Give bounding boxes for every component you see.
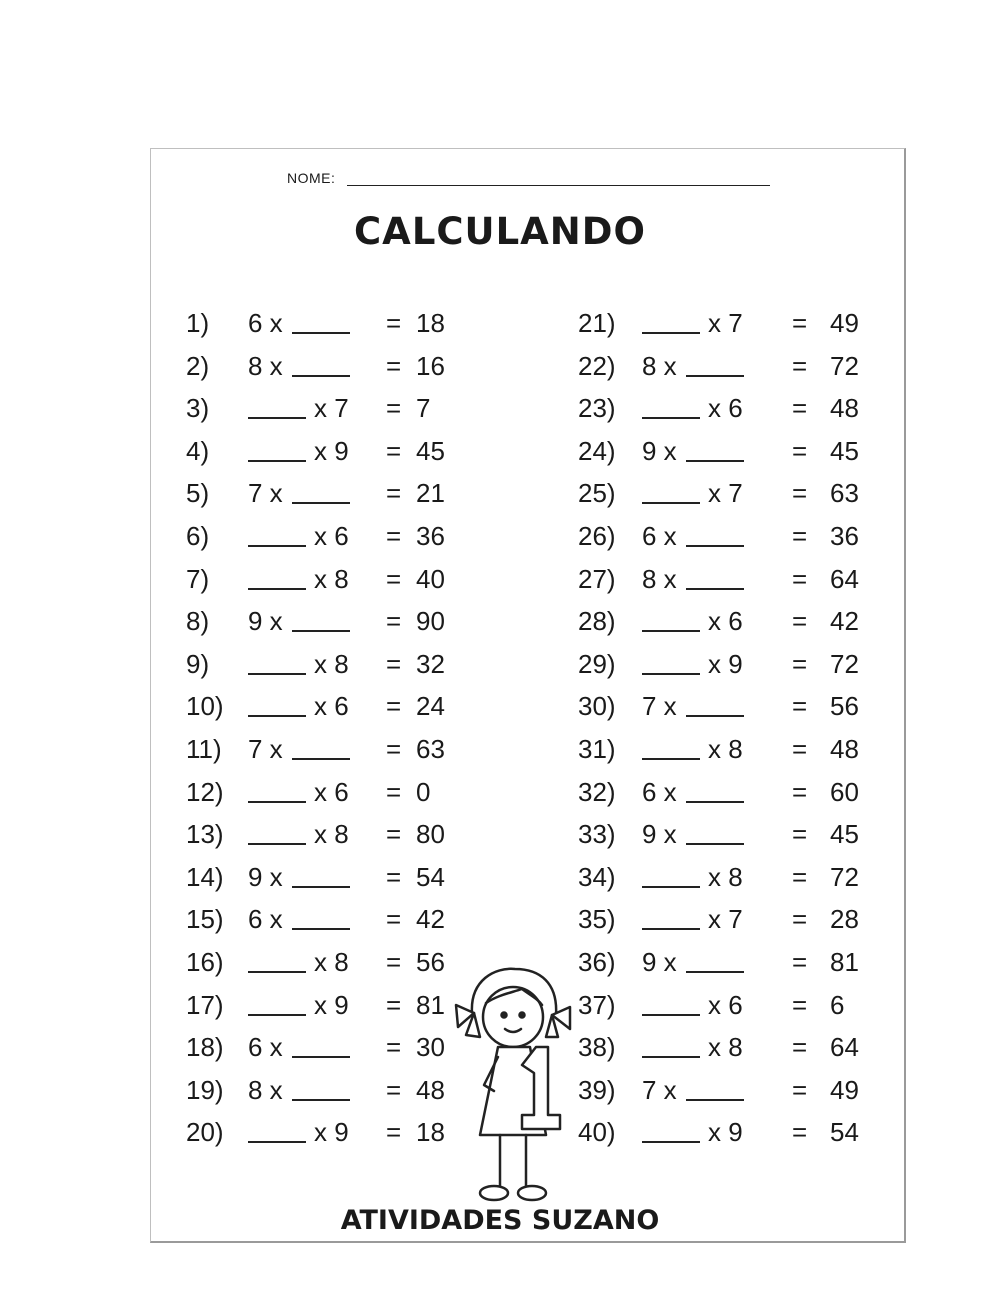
problem-row — [186, 689, 476, 723]
answer-blank[interactable] — [642, 1115, 700, 1143]
known-factor: x 6 — [708, 393, 743, 424]
answer-blank[interactable] — [642, 604, 700, 632]
problem-row — [578, 306, 868, 340]
product-result: 54 — [830, 1117, 859, 1148]
answer-blank[interactable] — [686, 817, 744, 845]
problem-number: 8) — [186, 606, 210, 637]
known-factor: 8 x — [248, 1074, 283, 1105]
answer-blank[interactable] — [292, 1030, 350, 1058]
equals-sign: = — [792, 393, 808, 424]
equals-sign: = — [792, 435, 808, 466]
known-factor: x 7 — [314, 393, 349, 424]
product-result: 18 — [416, 308, 445, 338]
known-factor: 6 x — [248, 1032, 283, 1063]
known-factor: 7 x — [642, 691, 677, 722]
answer-blank[interactable] — [248, 775, 306, 803]
problem-row — [578, 689, 868, 723]
answer-blank[interactable] — [686, 434, 744, 462]
equals-sign: = — [792, 350, 808, 381]
problem-number: 17) — [186, 989, 224, 1020]
product-result: 42 — [416, 904, 445, 935]
product-result: 48 — [830, 734, 859, 764]
problem-number: 1) — [186, 308, 210, 338]
page-title: CALCULANDO — [354, 210, 646, 253]
product-result: 45 — [416, 435, 445, 466]
known-factor: x 9 — [708, 1117, 743, 1148]
problem-row — [578, 945, 868, 979]
answer-blank[interactable] — [292, 306, 350, 334]
product-result: 7 — [416, 393, 431, 424]
product-result: 36 — [830, 521, 859, 551]
answer-blank[interactable] — [292, 604, 350, 632]
answer-blank[interactable] — [292, 902, 350, 930]
known-factor: 9 x — [248, 606, 283, 637]
known-factor: 9 x — [248, 861, 283, 892]
equals-sign: = — [386, 734, 402, 764]
problem-number: 36) — [578, 947, 616, 977]
known-factor: x 6 — [708, 606, 743, 637]
problem-row — [186, 349, 476, 383]
known-factor: 7 x — [642, 1074, 677, 1105]
problem-number: 6) — [186, 521, 210, 551]
problem-row — [578, 860, 868, 894]
product-result: 80 — [416, 819, 445, 850]
problem-number: 33) — [578, 819, 616, 850]
equals-sign: = — [386, 393, 402, 424]
product-result: 63 — [830, 478, 859, 509]
equals-sign: = — [792, 478, 808, 509]
product-result: 24 — [416, 691, 445, 722]
known-factor: 6 x — [248, 904, 283, 935]
product-result: 30 — [416, 1032, 445, 1063]
problem-row — [186, 562, 476, 596]
problem-number: 24) — [578, 435, 616, 466]
answer-blank[interactable] — [642, 988, 700, 1016]
problem-row — [186, 476, 476, 510]
problem-row — [578, 562, 868, 596]
product-result: 40 — [416, 563, 445, 594]
answer-blank[interactable] — [248, 988, 306, 1016]
equals-sign: = — [792, 1032, 808, 1063]
answer-blank[interactable] — [686, 775, 744, 803]
problem-number: 25) — [578, 478, 616, 509]
product-result: 49 — [830, 308, 859, 338]
answer-blank[interactable] — [248, 562, 306, 590]
equals-sign: = — [792, 819, 808, 850]
known-factor: 9 x — [642, 435, 677, 466]
problem-row — [578, 988, 868, 1022]
answer-blank[interactable] — [686, 349, 744, 377]
problem-number: 11) — [186, 734, 222, 764]
problem-row — [186, 604, 476, 638]
product-result: 49 — [830, 1074, 859, 1105]
equals-sign: = — [386, 691, 402, 722]
known-factor: x 7 — [708, 478, 743, 509]
problem-number: 35) — [578, 904, 616, 935]
product-result: 48 — [830, 393, 859, 424]
problem-row — [186, 306, 476, 340]
product-result: 81 — [830, 947, 859, 977]
equals-sign: = — [792, 734, 808, 764]
problem-row — [578, 775, 868, 809]
product-result: 28 — [830, 904, 859, 935]
problem-number: 4) — [186, 435, 210, 466]
problem-number: 3) — [186, 393, 210, 424]
equals-sign: = — [386, 904, 402, 935]
answer-blank[interactable] — [248, 434, 306, 462]
product-result: 16 — [416, 350, 445, 381]
known-factor: 7 x — [248, 478, 283, 509]
product-result: 60 — [830, 776, 859, 807]
problem-row — [186, 647, 476, 681]
product-result: 64 — [830, 1032, 859, 1063]
answer-blank[interactable] — [686, 689, 744, 717]
problem-number: 2) — [186, 350, 210, 381]
answer-blank[interactable] — [292, 349, 350, 377]
problem-number: 7) — [186, 563, 210, 594]
known-factor: x 6 — [314, 776, 349, 807]
product-result: 32 — [416, 648, 445, 679]
equals-sign: = — [386, 478, 402, 509]
answer-blank[interactable] — [642, 1030, 700, 1058]
problem-row — [578, 519, 868, 553]
problem-row — [186, 1073, 476, 1107]
known-factor: x 9 — [314, 435, 349, 466]
equals-sign: = — [386, 350, 402, 381]
problem-number: 39) — [578, 1074, 616, 1105]
known-factor: 9 x — [642, 947, 677, 977]
name-label: NOME: — [287, 170, 336, 186]
problem-row — [578, 902, 868, 936]
known-factor: 6 x — [642, 521, 677, 551]
product-result: 18 — [416, 1117, 445, 1148]
problem-row — [578, 604, 868, 638]
answer-blank[interactable] — [642, 306, 700, 334]
product-result: 6 — [830, 989, 845, 1020]
known-factor: x 9 — [314, 989, 349, 1020]
equals-sign: = — [386, 308, 402, 338]
equals-sign: = — [792, 521, 808, 551]
equals-sign: = — [386, 1117, 402, 1148]
problem-row — [578, 349, 868, 383]
equals-sign: = — [386, 776, 402, 807]
problem-row — [578, 1030, 868, 1064]
equals-sign: = — [386, 1032, 402, 1063]
girl-holding-number-one-illustration — [450, 965, 580, 1215]
equals-sign: = — [386, 1074, 402, 1105]
equals-sign: = — [792, 691, 808, 722]
known-factor: x 7 — [708, 308, 743, 338]
problem-number: 18) — [186, 1032, 224, 1063]
known-factor: x 8 — [708, 734, 743, 764]
problem-number: 31) — [578, 734, 616, 764]
problem-row — [186, 391, 476, 425]
footer-credit: ATIVIDADES SUZANO — [340, 1205, 660, 1236]
equals-sign: = — [386, 819, 402, 850]
known-factor: 8 x — [642, 563, 677, 594]
name-field-line[interactable] — [347, 185, 770, 186]
equals-sign: = — [792, 563, 808, 594]
answer-blank[interactable] — [642, 860, 700, 888]
product-result: 72 — [830, 648, 859, 679]
problem-number: 9) — [186, 648, 210, 679]
problem-number: 20) — [186, 1117, 224, 1148]
known-factor: x 8 — [314, 819, 349, 850]
answer-blank[interactable] — [292, 1073, 350, 1101]
known-factor: 9 x — [642, 819, 677, 850]
answer-blank[interactable] — [642, 732, 700, 760]
equals-sign: = — [792, 904, 808, 935]
product-result: 90 — [416, 606, 445, 637]
answer-blank[interactable] — [642, 902, 700, 930]
known-factor: 8 x — [642, 350, 677, 381]
equals-sign: = — [792, 606, 808, 637]
problem-number: 34) — [578, 861, 616, 892]
equals-sign: = — [386, 648, 402, 679]
problem-number: 16) — [186, 947, 224, 977]
product-result: 45 — [830, 819, 859, 850]
answer-blank[interactable] — [686, 1073, 744, 1101]
problem-number: 5) — [186, 478, 210, 509]
product-result: 56 — [416, 947, 445, 977]
equals-sign: = — [386, 521, 402, 551]
equals-sign: = — [386, 563, 402, 594]
known-factor: x 8 — [314, 648, 349, 679]
known-factor: x 6 — [314, 691, 349, 722]
problem-row — [578, 647, 868, 681]
known-factor: x 8 — [708, 861, 743, 892]
answer-blank[interactable] — [248, 1115, 306, 1143]
problem-number: 21) — [578, 308, 616, 338]
known-factor: 7 x — [248, 734, 283, 764]
known-factor: x 7 — [708, 904, 743, 935]
known-factor: x 6 — [708, 989, 743, 1020]
problem-row — [578, 391, 868, 425]
product-result: 54 — [416, 861, 445, 892]
equals-sign: = — [386, 861, 402, 892]
product-result: 45 — [830, 435, 859, 466]
problem-row — [578, 1115, 868, 1149]
problem-number: 30) — [578, 691, 616, 722]
product-result: 48 — [416, 1074, 445, 1105]
problem-number: 32) — [578, 776, 616, 807]
problem-row — [186, 1030, 476, 1064]
equals-sign: = — [792, 776, 808, 807]
answer-blank[interactable] — [248, 945, 306, 973]
product-result: 72 — [830, 350, 859, 381]
product-result: 64 — [830, 563, 859, 594]
problem-number: 23) — [578, 393, 616, 424]
problem-row — [578, 732, 868, 766]
equals-sign: = — [792, 861, 808, 892]
answer-blank[interactable] — [642, 647, 700, 675]
problem-number: 10) — [186, 691, 224, 722]
problem-number: 29) — [578, 648, 616, 679]
answer-blank[interactable] — [292, 860, 350, 888]
problem-number: 38) — [578, 1032, 616, 1063]
equals-sign: = — [792, 989, 808, 1020]
problem-number: 28) — [578, 606, 616, 637]
problem-row — [186, 902, 476, 936]
answer-blank[interactable] — [248, 689, 306, 717]
problem-row — [578, 434, 868, 468]
known-factor: x 9 — [708, 648, 743, 679]
known-factor: x 6 — [314, 521, 349, 551]
equals-sign: = — [386, 989, 402, 1020]
answer-blank[interactable] — [248, 391, 306, 419]
problem-row — [186, 1115, 476, 1149]
problem-row — [186, 434, 476, 468]
product-result: 81 — [416, 989, 445, 1020]
problem-number: 19) — [186, 1074, 224, 1105]
known-factor: 6 x — [642, 776, 677, 807]
problem-row — [186, 988, 476, 1022]
problem-row — [578, 817, 868, 851]
problem-row — [186, 860, 476, 894]
answer-blank[interactable] — [292, 732, 350, 760]
equals-sign: = — [386, 606, 402, 637]
answer-blank[interactable] — [248, 817, 306, 845]
problem-number: 40) — [578, 1117, 616, 1148]
problem-number: 26) — [578, 521, 616, 551]
equals-sign: = — [792, 947, 808, 977]
equals-sign: = — [386, 435, 402, 466]
answer-blank[interactable] — [642, 476, 700, 504]
known-factor: 8 x — [248, 350, 283, 381]
product-result: 0 — [416, 776, 431, 807]
problem-number: 12) — [186, 776, 224, 807]
problem-number: 37) — [578, 989, 616, 1020]
answer-blank[interactable] — [642, 391, 700, 419]
product-result: 21 — [416, 478, 445, 509]
answer-blank[interactable] — [686, 519, 744, 547]
problem-number: 13) — [186, 819, 224, 850]
problem-number: 22) — [578, 350, 616, 381]
answer-blank[interactable] — [686, 945, 744, 973]
product-result: 56 — [830, 691, 859, 722]
problem-row — [186, 775, 476, 809]
problem-number: 15) — [186, 904, 224, 935]
product-result: 42 — [830, 606, 859, 637]
problem-row — [186, 519, 476, 553]
equals-sign: = — [386, 947, 402, 977]
equals-sign: = — [792, 308, 808, 338]
problem-number: 27) — [578, 563, 616, 594]
known-factor: x 9 — [314, 1117, 349, 1148]
problem-row — [578, 1073, 868, 1107]
known-factor: 6 x — [248, 308, 283, 338]
answer-blank[interactable] — [292, 476, 350, 504]
product-result: 72 — [830, 861, 859, 892]
answer-blank[interactable] — [686, 562, 744, 590]
product-result: 36 — [416, 521, 445, 551]
answer-blank[interactable] — [248, 647, 306, 675]
equals-sign: = — [792, 648, 808, 679]
problem-number: 14) — [186, 861, 224, 892]
answer-blank[interactable] — [248, 519, 306, 547]
problem-row — [186, 732, 476, 766]
product-result: 63 — [416, 734, 445, 764]
problem-row — [186, 945, 476, 979]
problem-row — [578, 476, 868, 510]
known-factor: x 8 — [314, 947, 349, 977]
known-factor: x 8 — [314, 563, 349, 594]
problem-row — [186, 817, 476, 851]
known-factor: x 8 — [708, 1032, 743, 1063]
equals-sign: = — [792, 1074, 808, 1105]
equals-sign: = — [792, 1117, 808, 1148]
